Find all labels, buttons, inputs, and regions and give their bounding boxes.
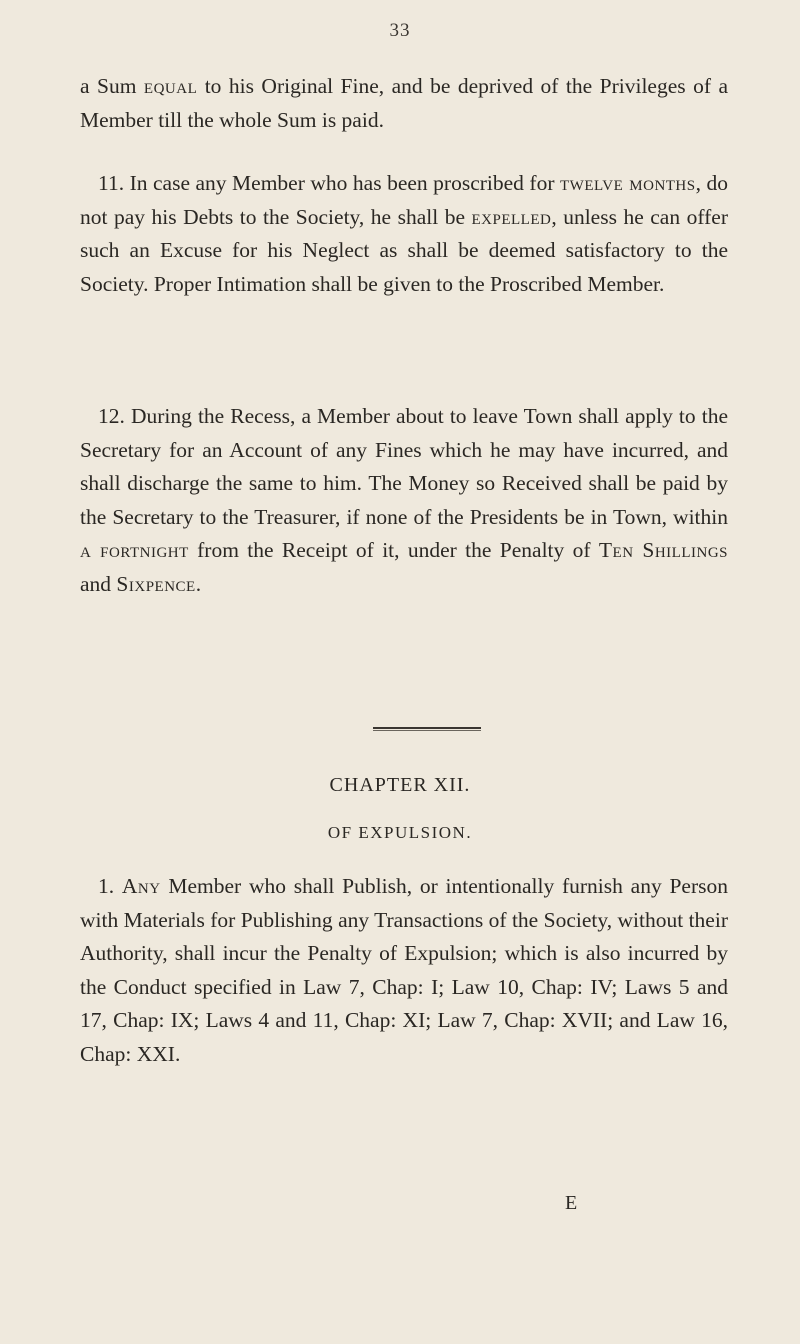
small-caps-run: a fortnight xyxy=(80,538,189,562)
small-caps-run: Ten Shillings xyxy=(598,538,728,562)
chapter-subtitle: OF EXPULSION. xyxy=(327,823,473,842)
chapter-title: CHAPTER XII. xyxy=(329,774,471,796)
text-run: a Sum xyxy=(80,74,144,98)
small-caps-run: twelve months xyxy=(560,171,696,195)
text-run: . xyxy=(195,571,202,596)
text-run: , unless he can offer such an Excuse for his Neglect as shall be deemed satisfactory to the Society. Proper Intimation shall be given to the Proscribed Member. xyxy=(80,204,728,296)
law-paragraph-12 xyxy=(80,400,728,601)
text-run: Member who shall Publish, or intentionally furnish any Person with Materials for Publishing any Transactions of the Society, without their Authority, shall incur the Penalty of Expulsion; which is also incurred by the Conduct specified in Law 7, Chap: I; Law 10, Chap: IV; Laws 5 and 17, Chap: IX; Laws 4 and 11, Chap: XI; Law 7, Chap: XVII; and Law 16, Chap: XXI. xyxy=(80,874,728,1066)
text-run: 1. xyxy=(98,874,122,898)
page-number: 33 xyxy=(389,20,411,41)
small-caps-run: Sixpence xyxy=(116,571,196,596)
small-caps-run: equal xyxy=(143,74,198,98)
paragraph-continued xyxy=(80,70,728,137)
section-divider-rule xyxy=(373,727,481,731)
small-caps-run: Any xyxy=(121,874,161,898)
text-run: 12. During the Recess, a Member about to leave Town shall apply to the Secretary for an Account of any Fines which he may have incurred, and shall discharge the same to him. The Money so Received shall be paid by the Secretary to the Treasurer, if none of the Presidents be in Town, within xyxy=(80,404,728,529)
text-run: and xyxy=(80,571,117,596)
text-run: to his Original Fine, and be deprived of the Privileges of a Member till the whole Sum is paid. xyxy=(80,74,728,132)
text-run: , do not pay his Debts to the Society, he shall be xyxy=(80,171,728,229)
small-caps-run: expelled xyxy=(471,204,552,229)
law-paragraph-11 xyxy=(80,167,728,301)
text-run: 11. In case any Member who has been proscribed for xyxy=(98,171,560,195)
signature-mark: E xyxy=(565,1192,578,1214)
text-run: from the Receipt of it, under the Penalty of xyxy=(188,538,599,562)
expulsion-paragraph-1 xyxy=(80,870,728,1071)
